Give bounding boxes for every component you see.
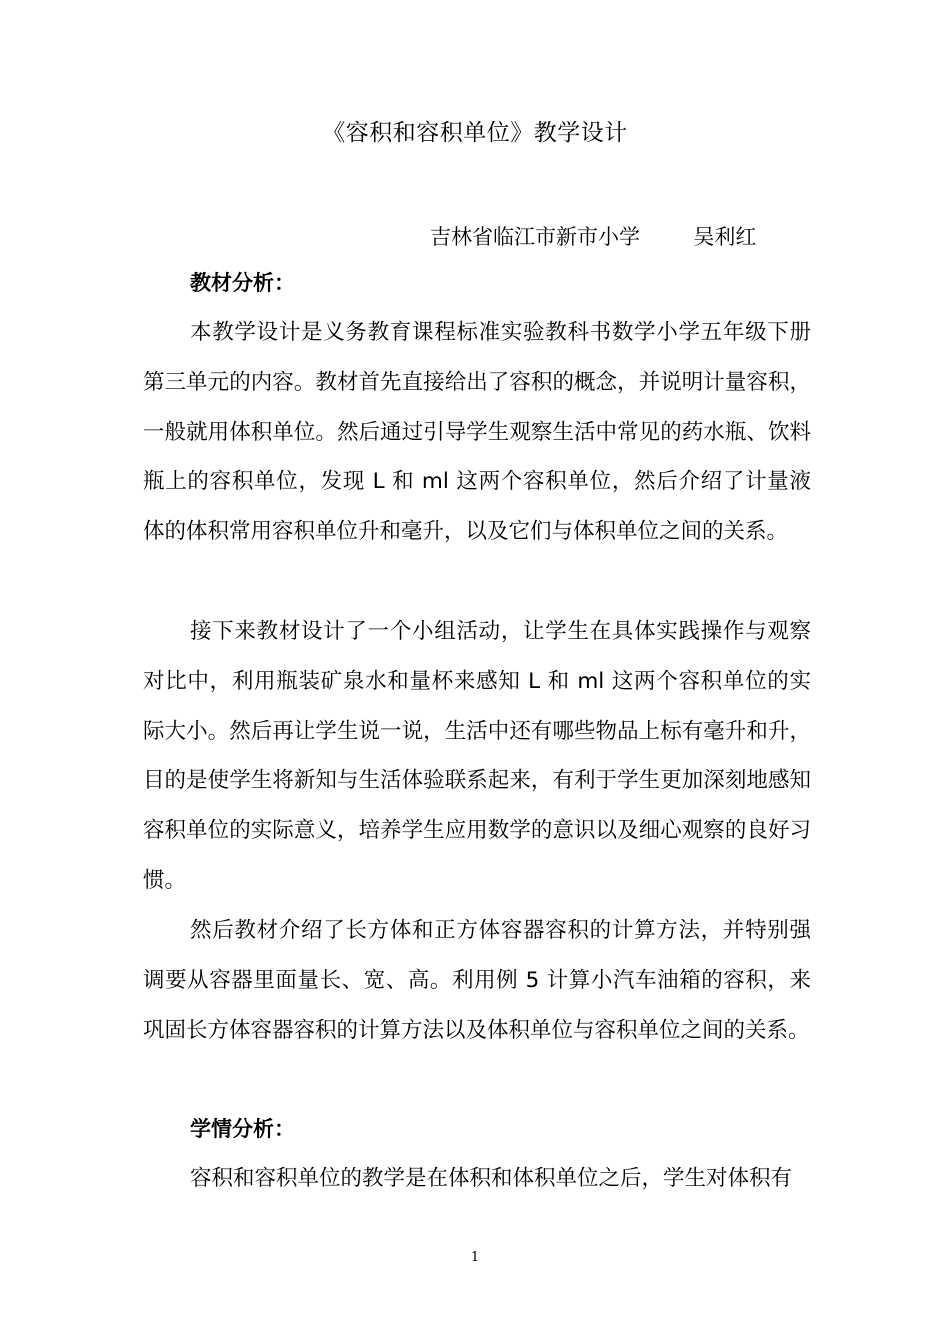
section-heading-textbook-analysis: 教材分析： (190, 271, 295, 295)
paragraph-textbook-analysis-2: 接下来教材设计了一个小组活动，让学生在具体实践操作与观察对比中，利用瓶装矿泉水和量杯来感知 L 和 ml 这两个容积单位的实际大小。然后再让学生说一说，生活中还有哪些物品上标有毫升和升，目的是使学生将新知与生活体验联系起来，有利于学生更加深刻地感知容积单位的实际意义，培养学生应用数学的意识以及细心观察的良好习惯。 (143, 619, 811, 893)
author-line: 吉林省临江市新市小学 吴利红 (430, 225, 757, 249)
paragraph-student-analysis-1: 容积和容积单位的教学是在体积和体积单位之后，学生对体积有 (190, 1166, 793, 1191)
paragraph-textbook-analysis-1: 本教学设计是义务教育课程标准实验教科书数学小学五年级下册第三单元的内容。教材首先直接给出了容积的概念，并说明计量容积，一般就用体积单位。然后通过引导学生观察生活中常见的药水瓶、饮料瓶上的容积单位，发现 L 和 ml 这两个容积单位，然后介绍了计量液体的体积常用容积单位升和毫升，以及它们与体积单位之间的关系。 (143, 320, 811, 545)
page-number: 1 (470, 1250, 480, 1265)
document-title: 《容积和容积单位》教学设计 (322, 120, 628, 146)
paragraph-textbook-analysis-3: 然后教材介绍了长方体和正方体容器容积的计算方法，并特别强调要从容器里面量长、宽、高。利用例 5 计算小汽车油箱的容积，来巩固长方体容器容积的计算方法以及体积单位与容积单位之间的关系。 (143, 918, 811, 1043)
section-heading-student-analysis: 学情分析： (190, 1117, 295, 1141)
